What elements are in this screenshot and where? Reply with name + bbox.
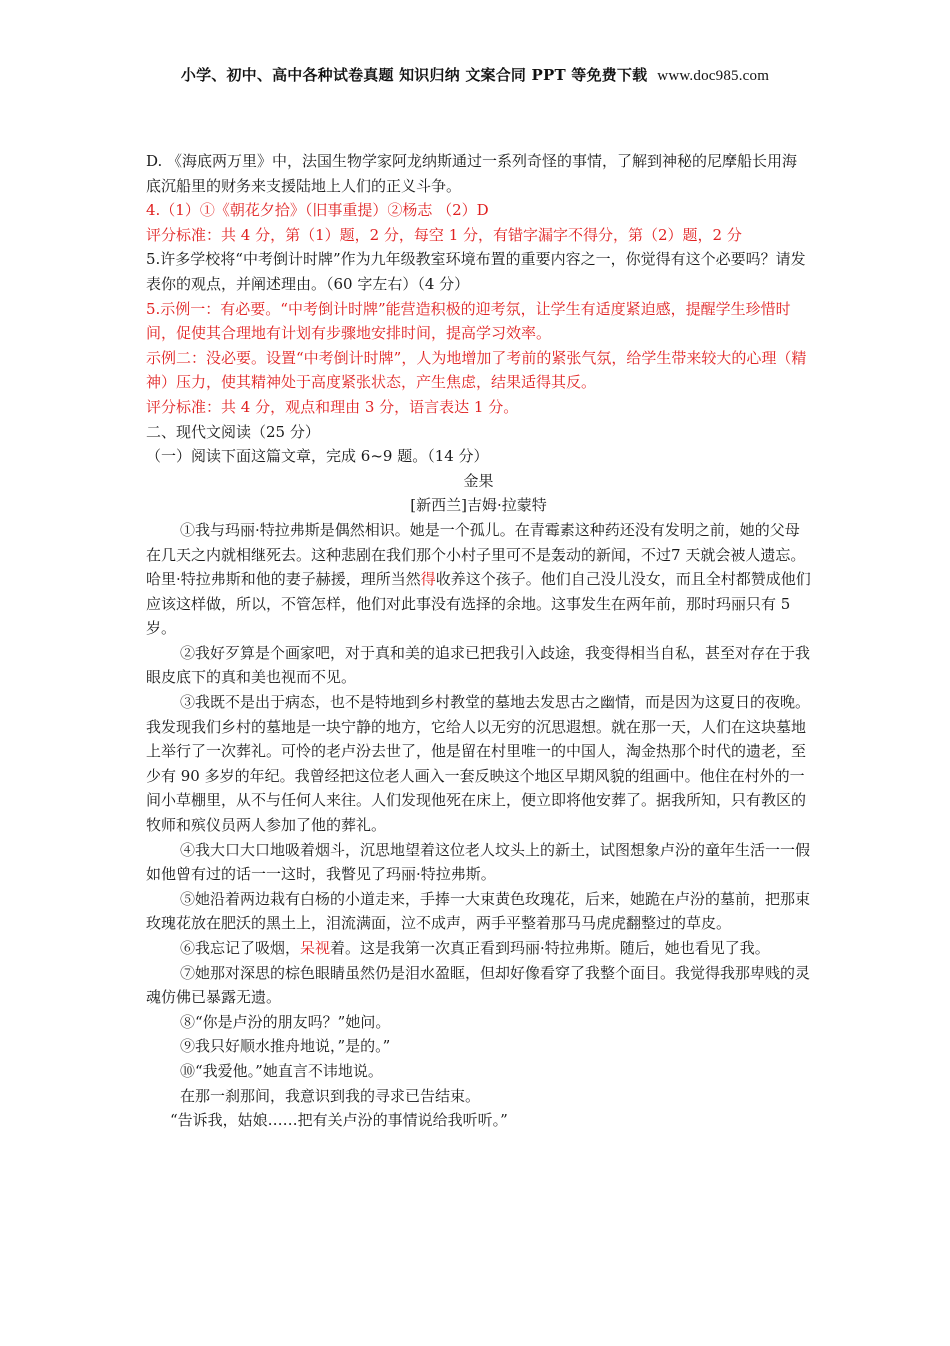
scoring-5: 评分标准：共 4 分，观点和理由 3 分，语言表达 1 分。 bbox=[146, 397, 519, 416]
question-5: 5.许多学校将“中考倒计时牌”作为九年级教室环境布置的重要内容之一，你觉得有这个必要吗？请发表你的观点，并阐述理由。（60 字左右）（4 分） bbox=[146, 250, 806, 293]
example-1: 5.示例一：有必要。“中考倒计时牌”能营造积极的迎考氛，让学生有适度紧迫感，提醒学生珍惜时间，促使其合理地有计划有步骤地安排时间，提高学习效率。 bbox=[146, 299, 791, 343]
paragraph-12: “告诉我，姑娘……把有关卢汾的事情说给我听听。” bbox=[170, 1111, 508, 1130]
paragraph-9: ⑨我只好顺水推舟地说，”是的。” bbox=[180, 1037, 391, 1056]
article-title: 金果 bbox=[463, 471, 494, 490]
paragraph-1-text-b: 收养这个孩子。他们自己没儿没女，而且全村都赞成他们应该这样做，所以，不管怎样，他们对此事没有选择的余地。这事发生在两年前，那时玛丽只有 5 岁。 bbox=[146, 570, 811, 638]
paragraph-4: ④我大口大口地吸着烟斗，沉思地望着这位老人坟头上的新土，试图想象卢汾的童年生活一一假如他曾有过的话一一这时，我瞥见了玛丽·特拉弗斯。 bbox=[146, 840, 811, 884]
paragraph-6-text-a: ⑥我忘记了吸烟， bbox=[180, 939, 301, 957]
section-subheading: （一）阅读下面这篇文章，完成 6~9 题。（14 分） bbox=[146, 447, 489, 466]
paragraph-6-text-b: 着。这是我第一次真正看到玛丽·特拉弗斯。随后，她也看见了我。 bbox=[330, 939, 770, 957]
answer-4: 4.（1）①《朝花夕拾》（旧事重提）②杨志 （2）D bbox=[146, 201, 489, 220]
paragraph-5: ⑤她沿着两边栽有白杨的小道走来，手捧一大束黄色玫瑰花，后来，她跪在卢汾的墓前，把那束玫瑰花放在肥沃的黑土上，泪流满面，泣不成声，两手平整着那马马虎虎翻整过的草皮。 bbox=[146, 889, 811, 933]
paragraph-7: ⑦她那对深思的棕色眼睛虽然仍是泪水盈眶，但却好像看穿了我整个面目。我觉得我那卑贱的灵魂仿佛已暴露无遗。 bbox=[146, 963, 811, 1007]
option-d: D. 《海底两万里》中，法国生物学家阿龙纳斯通过一系列奇怪的事情，了解到神秘的尼摩船长用海底沉船里的财务来支援陆地上人们的正义斗争。 bbox=[146, 152, 798, 195]
page-header bbox=[0, 64, 950, 85]
example-2: 示例二：没必要。设置“中考倒计时牌”，人为地增加了考前的紧张气氛，给学生带来较大的心理（精神）压力，使其精神处于高度紧张状态，产生焦虑，结果适得其反。 bbox=[146, 348, 807, 392]
header-url[interactable]: www.doc985.com bbox=[657, 68, 770, 84]
document-body bbox=[146, 149, 811, 1133]
header-title: 小学、初中、高中各种试卷真题 知识归纳 文案合同 PPT 等免费下载 bbox=[180, 66, 648, 84]
paragraph-11: 在那一刹那间，我意识到我的寻求已告结束。 bbox=[180, 1086, 481, 1105]
paragraph-6 bbox=[146, 936, 811, 961]
paragraph-8: ⑧“你是卢汾的朋友吗？”她问。 bbox=[180, 1012, 391, 1031]
paragraph-6-highlight: 呆视 bbox=[300, 939, 331, 957]
paragraph-2: ②我好歹算是个画家吧，对于真和美的追求已把我引入歧途，我变得相当自私，甚至对存在于我眼皮底下的真和美也视而不见。 bbox=[146, 643, 811, 687]
article-author: [新西兰]吉姆·拉蒙特 bbox=[410, 496, 547, 515]
paragraph-1 bbox=[146, 518, 811, 641]
paragraph-1-highlight: 得 bbox=[420, 570, 436, 589]
paragraph-1-text-a: ①我与玛丽·特拉弗斯是偶然相识。她是一个孤儿。在青霉素这种药还没有发明之前，她的父母在几天之内就相继死去。这种悲剧在我们那个小村子里可不是轰动的新闻，不过7 天就会被人遗忘。哈里·特拉弗斯和他的妻子赫援，理所当然 bbox=[146, 520, 806, 589]
paragraph-10: ⑩“我爱他。”她直言不讳地说。 bbox=[180, 1061, 383, 1080]
section-heading: 二、现代文阅读（25 分） bbox=[146, 422, 320, 441]
paragraph-3: ③我既不是出于病态，也不是特地到乡村教堂的墓地去发思古之幽情，而是因为这夏日的夜晚。我发现我们乡村的墓地是一块宁静的地方，它给人以无穷的沉思遐想。就在那一天，人们在这块墓地上举行了一次葬礼。可怜的老卢汾去世了，他是留在村里唯一的中国人，淘金热那个时代的遗老，至少有 90 多岁的年纪。我曾经把这位老人画入一套反映这个地区早期风貌的组画中。他住在村外的一间小草棚里，从不与任何人来往。人们发现他死在床上，便立即将他安葬了。据我所知，只有教区的牧师和殡仪员两人参加了他的葬礼。 bbox=[146, 693, 811, 835]
scoring-4: 评分标准：共 4 分，第（1）题，2 分，每空 1 分，有错字漏字不得分，第（2）题，2 分 bbox=[146, 225, 742, 244]
